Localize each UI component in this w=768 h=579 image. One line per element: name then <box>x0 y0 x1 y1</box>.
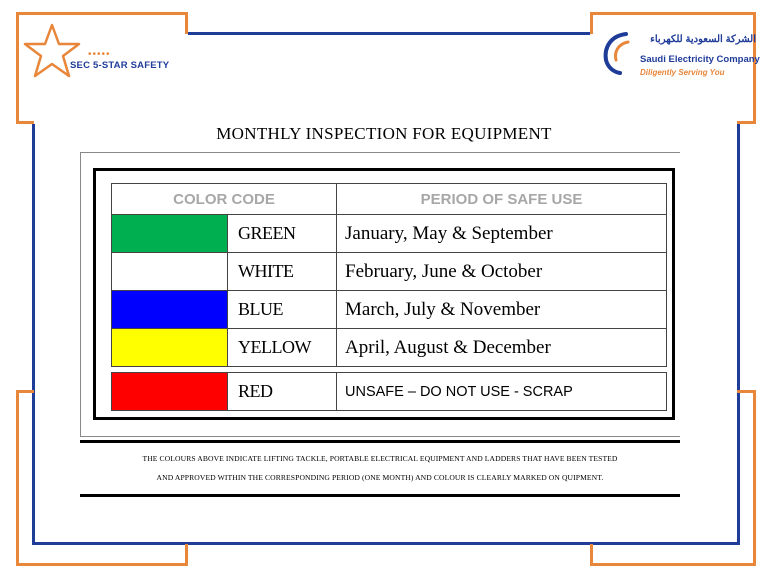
color-code-table <box>111 183 667 411</box>
color-name: WHITE <box>228 253 337 291</box>
table-row <box>112 329 667 367</box>
frame-corner-bl-v <box>16 390 19 566</box>
period-of-use: January, May & September <box>337 215 667 253</box>
note-line-1: THE COLOURS ABOVE INDICATE LIFTING TACKLE, PORTABLE ELECTRICAL EQUIPMENT AND LADDERS THAT HAVE BEEN TESTED <box>142 454 618 463</box>
frame-corner-br-h <box>737 390 756 393</box>
frame-corner-bl-h2 <box>16 563 188 566</box>
frame-corner-tr-h <box>590 12 756 15</box>
table-row <box>112 291 667 329</box>
color-swatch-green <box>112 215 228 253</box>
table-header-row <box>112 184 667 215</box>
period-of-use: UNSAFE – DO NOT USE - SCRAP <box>337 373 667 411</box>
period-of-use: February, June & October <box>337 253 667 291</box>
period-of-use: March, July & November <box>337 291 667 329</box>
header-color-code: COLOR CODE <box>112 184 337 215</box>
logo-left-text: SEC 5-STAR SAFETY <box>70 60 170 71</box>
outer-frame-left <box>80 152 81 437</box>
period-of-use: April, August & December <box>337 329 667 367</box>
company-name-arabic: الشركة السعودية للكهرباء <box>650 34 756 45</box>
color-swatch-yellow <box>112 329 228 367</box>
note-top-rule <box>80 440 680 443</box>
outer-frame-bottom <box>80 436 680 437</box>
star-icon <box>22 22 82 82</box>
note-line-2: AND APPROVED WITHIN THE CORRESPONDING PERIOD (ONE MONTH) AND COLOUR IS CLEARLY MARKED ON QUIPMENT. <box>156 473 604 482</box>
color-swatch-red <box>112 373 228 411</box>
frame-top-line <box>188 32 590 35</box>
color-swatch-blue <box>112 291 228 329</box>
company-tagline: Diligently Serving You <box>640 68 725 77</box>
color-name: YELLOW <box>228 329 337 367</box>
frame-bottom-line <box>32 542 740 545</box>
frame-left-line <box>32 124 35 545</box>
color-swatch-white <box>112 253 228 291</box>
header-period: PERIOD OF SAFE USE <box>337 184 667 215</box>
company-name-english: Saudi Electricity Company <box>640 54 760 65</box>
table-row <box>112 253 667 291</box>
frame-corner-bl-v2 <box>185 544 188 566</box>
frame-corner-tl-h <box>16 12 188 15</box>
table-row <box>112 215 667 253</box>
frame-corner-br-v2 <box>590 544 593 566</box>
frame-corner-br-h2 <box>590 563 756 566</box>
outer-frame-top <box>80 152 680 153</box>
note-bottom-rule <box>80 494 680 497</box>
saudi-electricity-company-logo <box>592 18 764 96</box>
logo-dots: ••••• <box>88 49 111 60</box>
table-row <box>112 373 667 411</box>
page-title: MONTHLY INSPECTION FOR EQUIPMENT <box>216 124 552 143</box>
color-name: BLUE <box>228 291 337 329</box>
sec-emblem-icon <box>598 28 638 78</box>
color-name: GREEN <box>228 215 337 253</box>
color-name: RED <box>228 373 337 411</box>
frame-corner-bl-h <box>16 390 34 393</box>
frame-corner-br-v <box>753 390 756 566</box>
frame-right-line <box>737 122 740 545</box>
sec-5-star-safety-logo <box>18 18 188 88</box>
